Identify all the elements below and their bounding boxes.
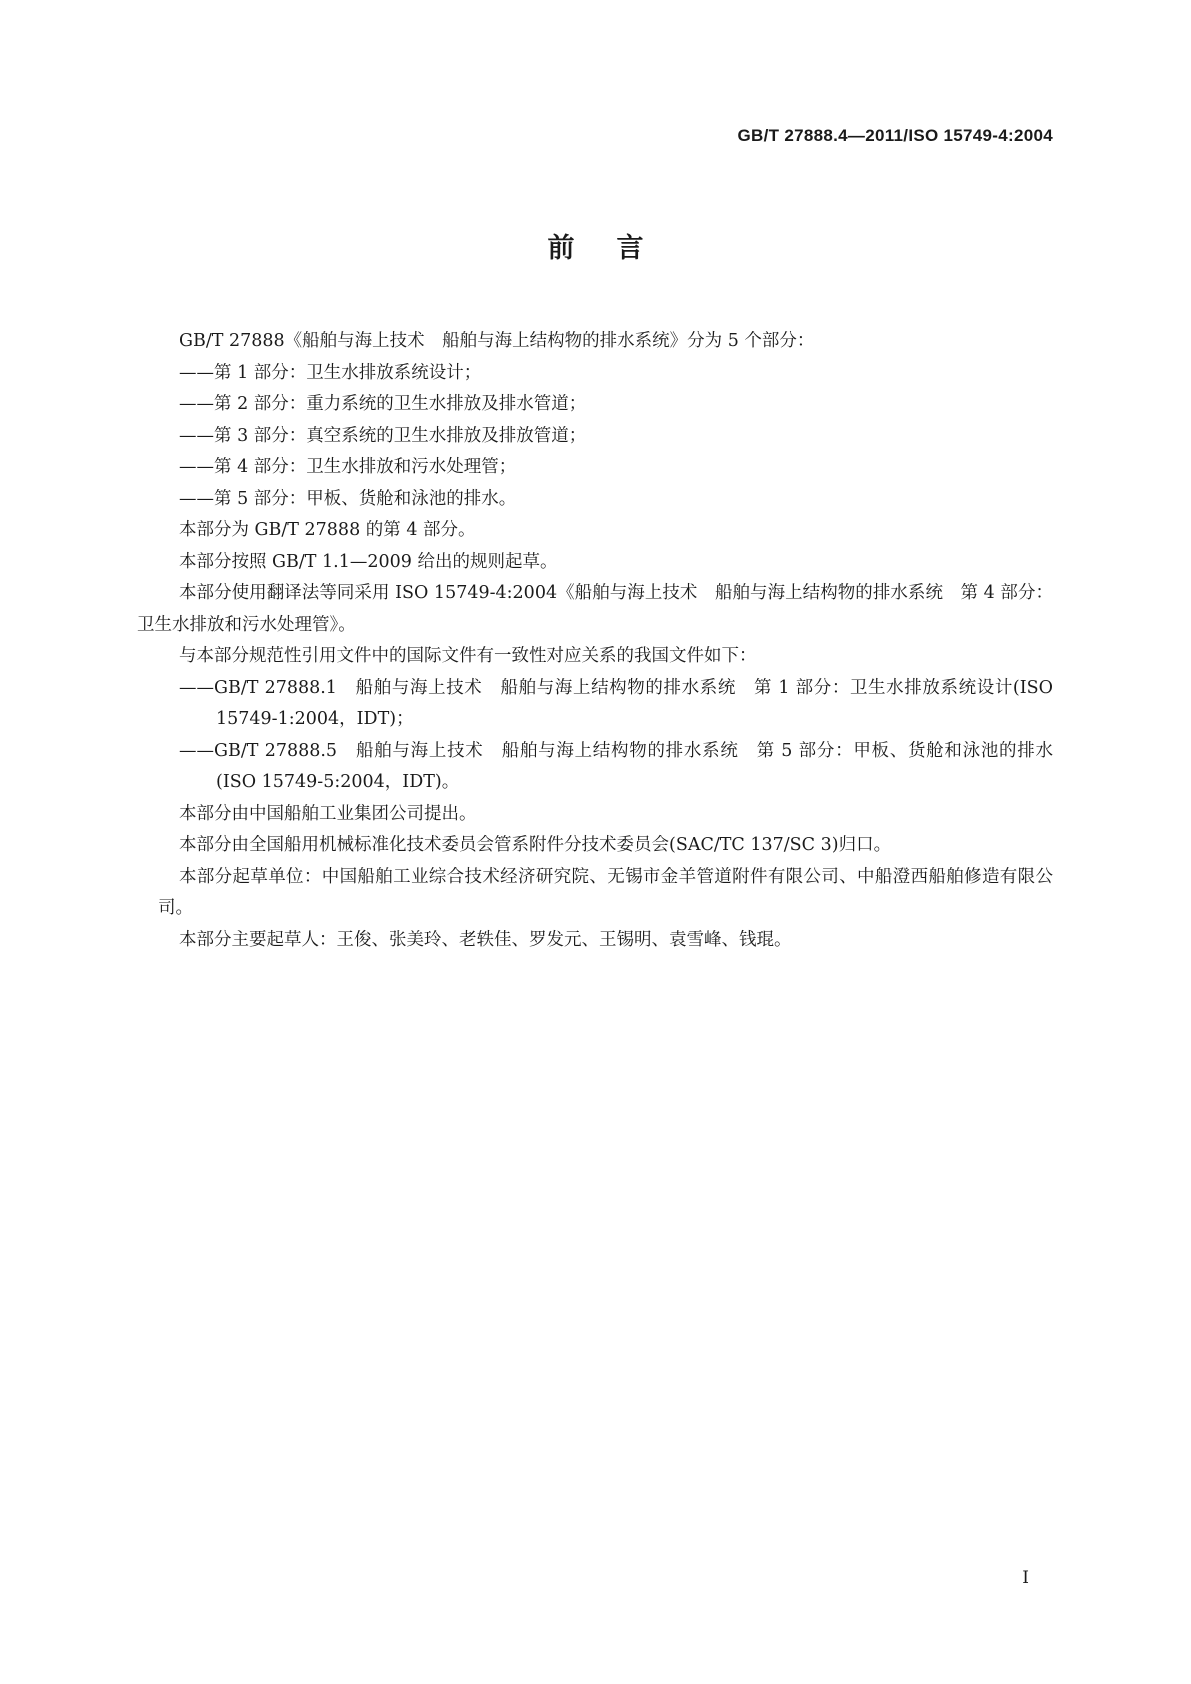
reference-list-item: ——GB/T 27888.5 船舶与海上技术 船舶与海上结构物的排水系统 第 5 部分：甲板、货舱和泳池的排水(ISO 15749-5:2004，IDT)。: [179, 740, 1053, 792]
reference-list-item: ——GB/T 27888.1 船舶与海上技术 船舶与海上结构物的排水系统 第 1 部分：卫生水排放系统设计(ISO 15749-1:2004，IDT)；: [179, 677, 1053, 729]
part-list-item: ——第 5 部分：甲板、货舱和泳池的排水。: [179, 488, 517, 509]
foreword-body: [137, 326, 1053, 956]
drafters-paragraph: 本部分主要起草人：王俊、张美玲、老轶佳、罗发元、王锡明、袁雪峰、钱琨。: [179, 929, 792, 950]
part-list-item: ——第 1 部分：卫生水排放系统设计；: [179, 362, 482, 383]
standard-number: GB/T 27888.4—2011/ISO 15749-4:2004: [737, 126, 1053, 145]
part-list-item: ——第 2 部分：重力系统的卫生水排放及排水管道；: [179, 394, 587, 414]
intro-paragraph: GB/T 27888《船舶与海上技术 船舶与海上结构物的排水系统》分为 5 个部分：: [179, 331, 815, 351]
part-list-item: ——第 3 部分：真空系统的卫生水排放及排放管道；: [179, 425, 587, 446]
adoption-paragraph: 本部分使用翻译法等同采用 ISO 15749-4:2004《船舶与海上技术 船舶与海上结构物的排水系统 第 4 部分：卫生水排放和污水处理管》。: [137, 583, 1053, 635]
part-of-paragraph: 本部分为 GB/T 27888 的第 4 部分。: [179, 520, 476, 540]
part-list-item: ——第 4 部分：卫生水排放和污水处理管；: [179, 457, 517, 477]
references-intro-paragraph: 与本部分规范性引用文件中的国际文件有一致性对应关系的我国文件如下：: [179, 646, 757, 666]
drafting-rules-paragraph: 本部分按照 GB/T 1.1—2009 给出的规则起草。: [179, 551, 558, 572]
proposed-by-paragraph: 本部分由中国船舶工业集团公司提出。: [179, 803, 477, 824]
page-title: 前言: [547, 233, 686, 264]
centralized-by-paragraph: 本部分由全国船用机械标准化技术委员会管系附件分技术委员会(SAC/TC 137/SC 3)归口。: [179, 835, 892, 855]
page-number: I: [1022, 1568, 1029, 1588]
drafting-units-paragraph: 本部分起草单位：中国船舶工业综合技术经济研究院、无锡市金羊管道附件有限公司、中船澄西船舶修造有限公司。: [158, 866, 1053, 918]
